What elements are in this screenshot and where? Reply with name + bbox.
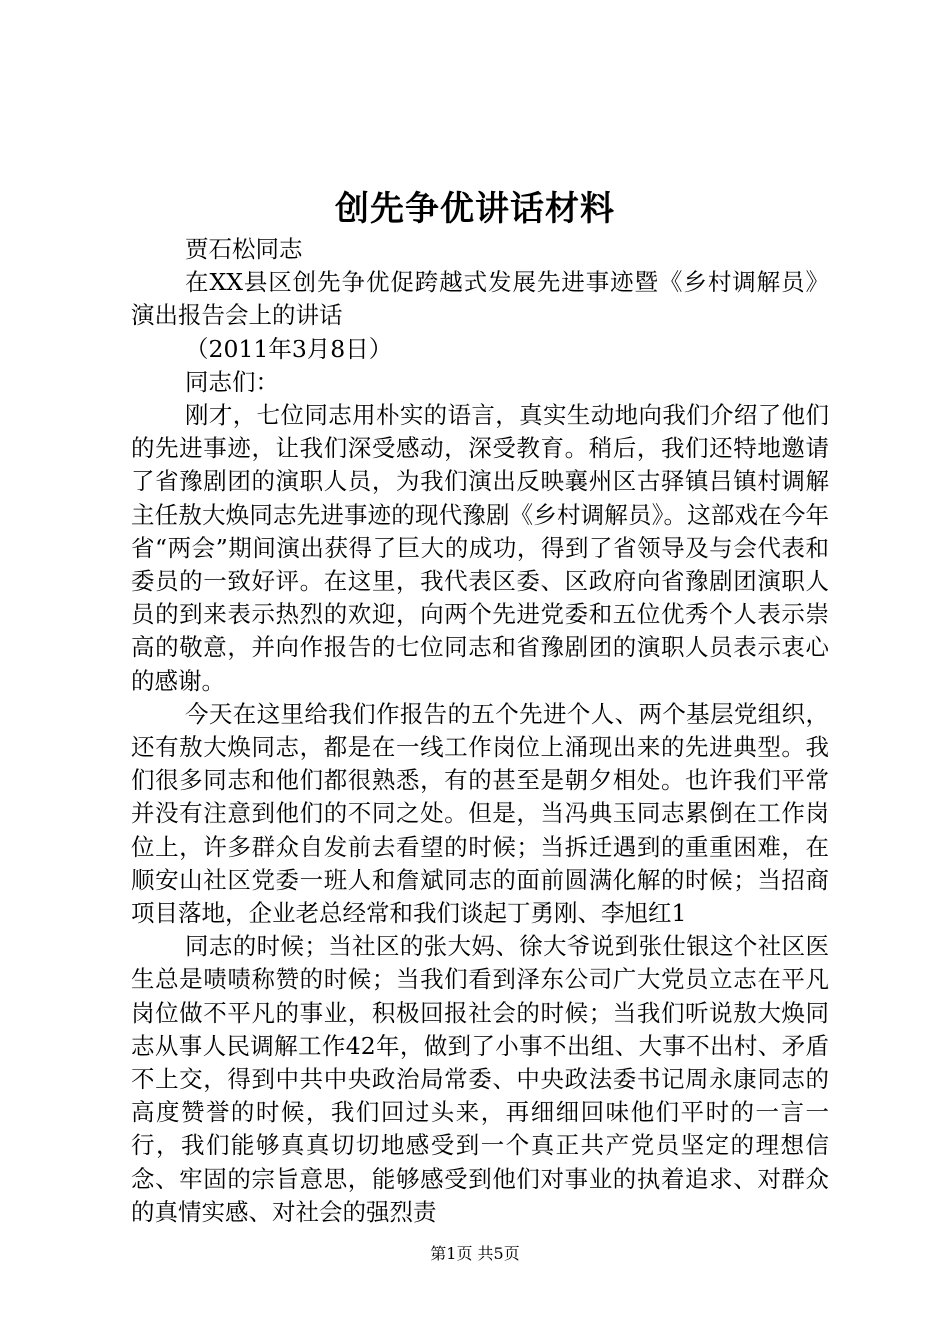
- author-line: 贾石松同志: [185, 235, 303, 263]
- document-body: [131, 233, 829, 1229]
- salutation: 同志们：: [185, 367, 280, 396]
- body-paragraph: 刚才，七位同志用朴实的语言，真实生动地向我们介绍了他们的先进事迹，让我们深受感动，深受教育。稍后，我们还特地邀请了省豫剧团的演职人员，为我们演出反映襄州区古驿镇吕镇村调解主任敖大焕同志先进事迹的现代豫剧《乡村调解员》。这部戏在今年省“两会”期间演出获得了巨大的成功，得到了省领导及与会代表和委员的一致好评。在这里，我代表区委、区政府向省豫剧团演职人员的到来表示热烈的欢迎，向两个先进党委和五位优秀个人表示崇高的敬意，并向作报告的七位同志和省豫剧团的演职人员表示衷心的感谢。: [131, 401, 829, 695]
- page-footer: 第1页 共5页: [430, 1244, 520, 1263]
- document-title: 创先争优讲话材料: [335, 189, 615, 229]
- body-paragraph: 同志的时候；当社区的张大妈、徐大爷说到张仕银这个社区医生总是啧啧称赞的时候；当我们看到泽东公司广大党员立志在平凡岗位做不平凡的事业，积极回报社会的时候；当我们听说敖大焕同志从事人民调解工作42年，做到了小事不出组、大事不出村、矛盾不上交，得到中共中央政治局常委、中央政法委书记周永康同志的高度赞誉的时候，我们回过头来，再细细回味他们平时的一言一行，我们能够真真切切地感受到一个真正共产党员坚定的理想信念、牢固的宗旨意思，能够感受到他们对事业的执着追求、对群众的真情实感、对社会的强烈责: [131, 932, 829, 1226]
- speech-date: （2011年3月8日）: [185, 334, 393, 363]
- speech-subtitle: 在XX县区创先争优促跨越式发展先进事迹暨《乡村调解员》演出报告会上的讲话: [131, 268, 829, 330]
- body-paragraph: 今天在这里给我们作报告的五个先进个人、两个基层党组织，还有敖大焕同志，都是在一线工作岗位上涌现出来的先进典型。我们很多同志和他们都很熟悉，有的甚至是朝夕相处。也许我们平常并没有注意到他们的不同之处。但是，当冯典玉同志累倒在工作岗位上，许多群众自发前去看望的时候；当拆迁遇到的重重困难，在顺安山社区党委一班人和詹斌同志的面前圆满化解的时候；当招商项目落地，企业老总经常和我们谈起丁勇刚、李旭红1: [131, 699, 829, 928]
